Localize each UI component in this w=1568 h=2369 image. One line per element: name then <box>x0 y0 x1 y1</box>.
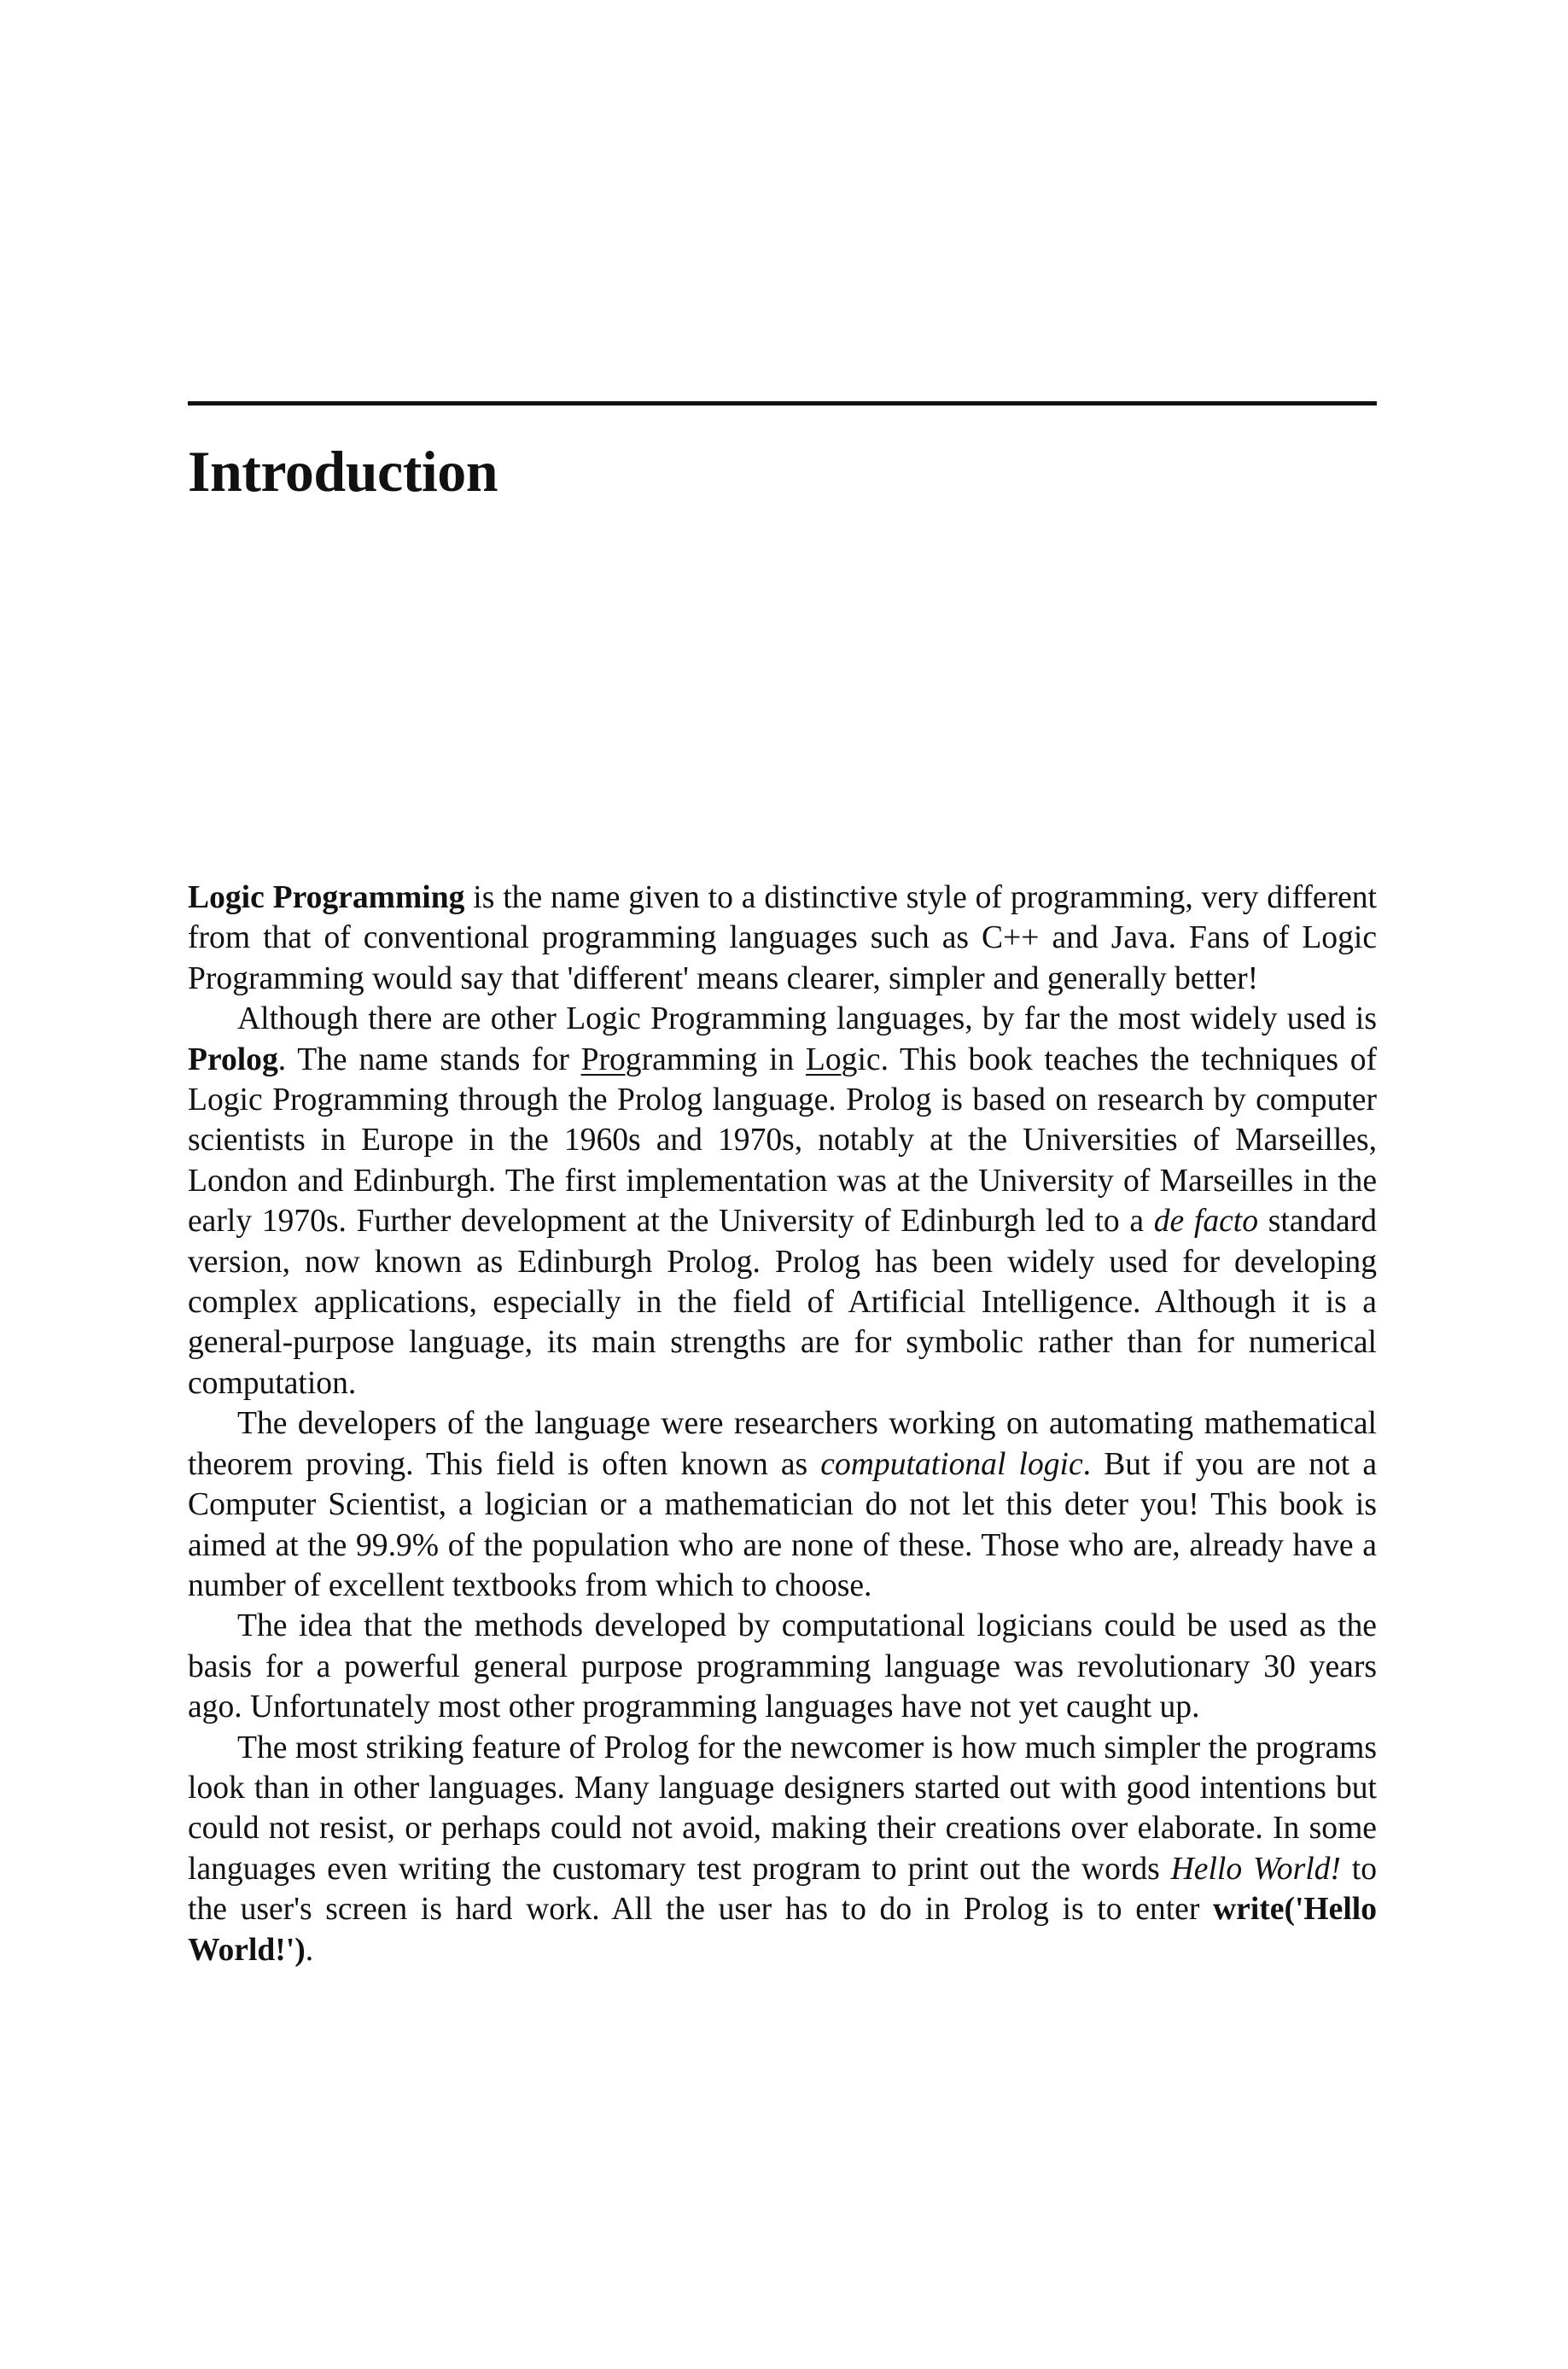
chapter-title: Introduction <box>188 439 498 504</box>
paragraph-2-text-1: Although there are other Logic Programming languages, by far the most widely used is <box>237 1001 1377 1037</box>
term-logic-programming: Logic Programming <box>188 880 465 915</box>
paragraph-4-text: The idea that the methods developed by computational logicians could be used as the basis for a powerful general purpose programming language was revolutionary 30 years ago. Unfortunately most other programming languages have not yet caught up. <box>188 1608 1377 1725</box>
chapter-rule <box>188 401 1377 406</box>
term-prolog: Prolog <box>188 1042 278 1077</box>
chapter-body <box>188 878 1377 1970</box>
paragraph-1-text: is the name given to a distinctive style of programming, very different from that of conventional programming languages such as C++ and Java. Fans of Logic Programming would say that 'different' means clearer, simpler and generally better! <box>188 880 1377 996</box>
underlined-log: Log <box>805 1042 858 1077</box>
paragraph-3 <box>188 1403 1377 1606</box>
paragraph-4 <box>188 1606 1377 1727</box>
paragraph-2-text-3: ramming in <box>641 1042 806 1077</box>
paragraph-2-text-4: ic. This book teaches the techniques of Logic Programming through the Prolog language. Prolog is based on research by computer scientists in Europe in the 1960s and 1970s, notably at the Universities of Marseilles, London and Edinburgh. The first implementation was at the University of Marseilles in the early 1970s. Further development at the University of Edinburgh led to a <box>188 1042 1377 1240</box>
paragraph-5 <box>188 1728 1377 1970</box>
paragraph-3-text-1: The developers of the language were researchers working on automating mathematical theorem proving. This field is often known as <box>188 1406 1377 1482</box>
term-hello-world: Hello World! <box>1170 1851 1341 1887</box>
underlined-prog: Prog <box>580 1042 642 1077</box>
paragraph-1 <box>188 878 1377 999</box>
paragraph-5-text-1: The most striking feature of Prolog for the newcomer is how much simpler the programs look than in other languages. Many language designers started out with good intentions but could not resist, or perhaps could not avoid, making their creations over elaborate. In some languages even writing the customary test program to print out the words <box>188 1730 1377 1887</box>
code-write-hello-world: write('Hello World!') <box>188 1892 1377 1968</box>
term-computational-logic: computational logic <box>820 1446 1083 1482</box>
paragraph-2-text-5: standard version, now known as Edinburgh Prolog. Prolog has been widely used for developing complex applications, especially in the field of Artificial Intelligence. Although it is a general-purpose language, its main strengths are for symbolic rather than for numerical computation. <box>188 1204 1378 1401</box>
paragraph-3-text-2: . But if you are not a Computer Scientist, a logician or a mathematician do not let this deter you! This book is aimed at the 99.9% of the population who are none of these. Those who are, already have a number of excellent textbooks from which to choose. <box>188 1446 1378 1603</box>
paragraph-2-text-2: . The name stands for <box>277 1042 581 1077</box>
paragraph-2 <box>188 999 1377 1403</box>
paragraph-5-text-2: to the user's screen is hard work. All the user has to do in Prolog is to enter <box>188 1851 1378 1928</box>
term-de-facto: de facto <box>1153 1204 1259 1240</box>
paragraph-5-text-3: . <box>305 1932 314 1968</box>
